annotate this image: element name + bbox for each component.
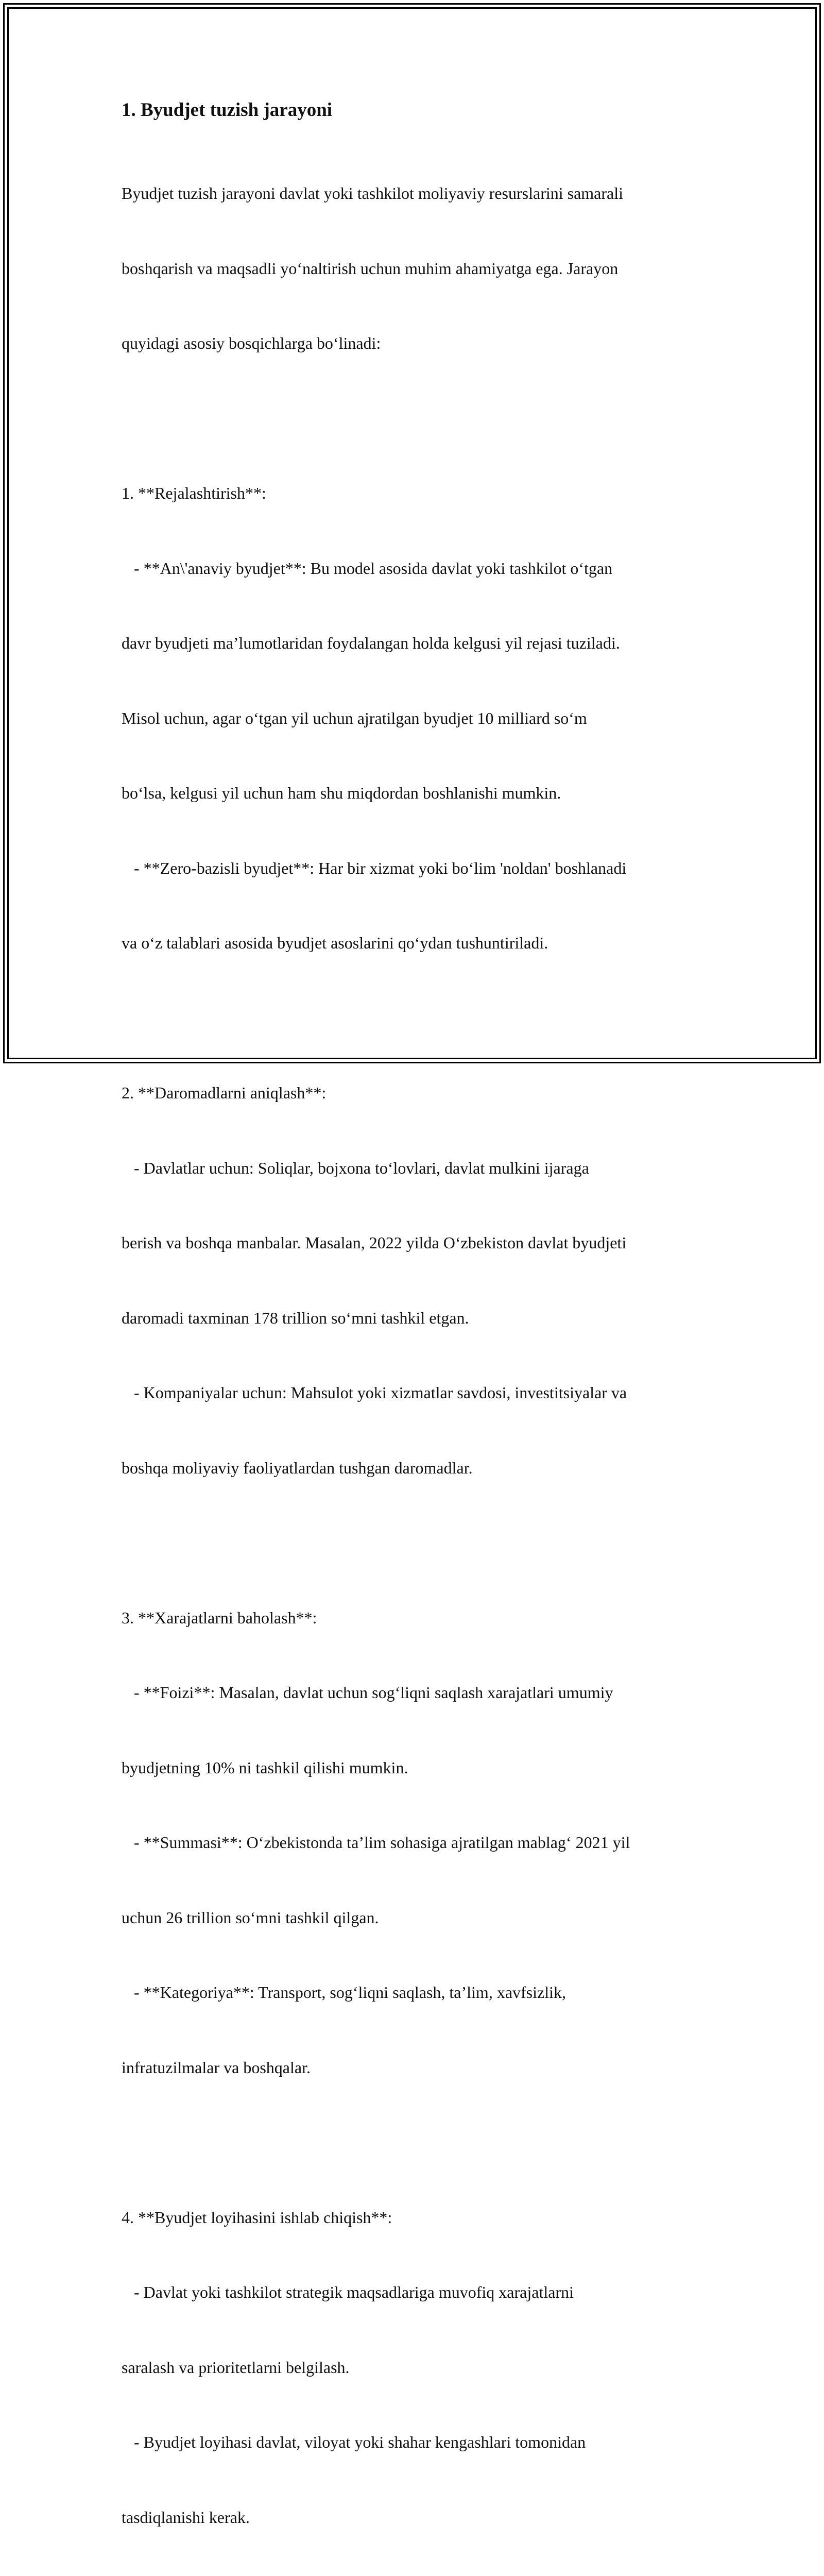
text-line: saralash va prioritetlarni belgilash. — [122, 2358, 350, 2377]
text-line: - Kompaniyalar uchun: Mahsulot yoki xizmatlar savdosi, investitsiyalar va — [122, 1383, 627, 1402]
text-line: - Davlat yoki tashkilot strategik maqsadlariga muvofiq xarajatlarni — [122, 2283, 574, 2301]
text-line: Misol uchun, agar o‘tgan yil uchun ajratilgan byudjet 10 milliard so‘m — [122, 708, 587, 727]
text-line: - **Kategoriya**: Transport, sog‘liqni saqlash, ta’lim, xavfsizlik, — [122, 1983, 566, 2002]
text-line: va o‘z talablari asosida byudjet asoslarini qo‘ydan tushuntiriladi. — [122, 934, 548, 952]
text-line: - **Foizi**: Masalan, davlat uchun sog‘liqni saqlash xarajatlari umumiy — [122, 1683, 613, 1702]
blank-line — [122, 406, 719, 431]
text-line: infratuzilmalar va boshqalar. — [122, 2058, 311, 2077]
text-line: - **An\'anaviy byudjet**: Bu model asosida davlat yoki tashkilot o‘tgan — [122, 558, 613, 578]
text-line: 1. **Rejalashtirish**: — [122, 484, 266, 502]
text-line: - **Zero-bazisli byudjet**: Har bir xizmat yoki bo‘lim 'noldan' boshlanadi — [122, 858, 627, 877]
text-line: Byudjet tuzish jarayoni davlat yoki tashkilot moliyaviy resurslarini samarali — [122, 184, 624, 202]
text-line: uchun 26 trillion so‘mni tashkil qilgan. — [122, 1908, 379, 1927]
text-line: - **Summasi**: O‘zbekistonda ta’lim sohasiga ajratilgan mablag‘ 2021 yil — [122, 1833, 630, 1852]
blank-line — [122, 2130, 719, 2155]
text-line: 4. **Byudjet loyihasini ishlab chiqish**: — [122, 2208, 392, 2227]
text-line: - Davlatlar uchun: Soliqlar, bojxona to‘lovlari, davlat mulkini ijaraga — [122, 1158, 589, 1177]
text-line: daromadi taxminan 178 trillion so‘mni tashkil etgan. — [122, 1308, 469, 1327]
text-line: bo‘lsa, kelgusi yil uchun ham shu miqdordan boshlanishi mumkin. — [122, 784, 561, 802]
blank-line — [122, 1006, 719, 1031]
document-content — [122, 96, 719, 2576]
text-line: berish va boshqa manbalar. Masalan, 2022 yilda O‘zbekiston davlat byudjeti — [122, 1233, 627, 1252]
text-line: boshqa moliyaviy faoliyatlardan tushgan daromadlar. — [122, 1458, 473, 1477]
text-line: 2. **Daromadlarni aniqlash**: — [122, 1083, 327, 1102]
text-line: tasdiqlanishi kerak. — [122, 2507, 250, 2527]
document-body — [122, 131, 719, 2576]
text-line: - Byudjet loyihasi davlat, viloyat yoki shahar kengashlari tomonidan — [122, 2433, 586, 2451]
text-line: byudjetning 10% ni tashkil qilishi mumkin. — [122, 1758, 408, 1777]
text-line: boshqarish va maqsadli yo‘naltirish uchun muhim ahamiyatga ega. Jarayon — [122, 259, 619, 278]
text-line: davr byudjeti ma’lumotlaridan foydalangan holda kelgusi yil rejasi tuziladi. — [122, 634, 620, 652]
blank-line — [122, 1530, 719, 1555]
text-line: quyidagi asosiy bosqichlarga bo‘linadi: — [122, 334, 381, 352]
text-line: 3. **Xarajatlarni baholash**: — [122, 1608, 317, 1627]
section-title: 1. Byudjet tuzish jarayoni — [122, 99, 333, 121]
